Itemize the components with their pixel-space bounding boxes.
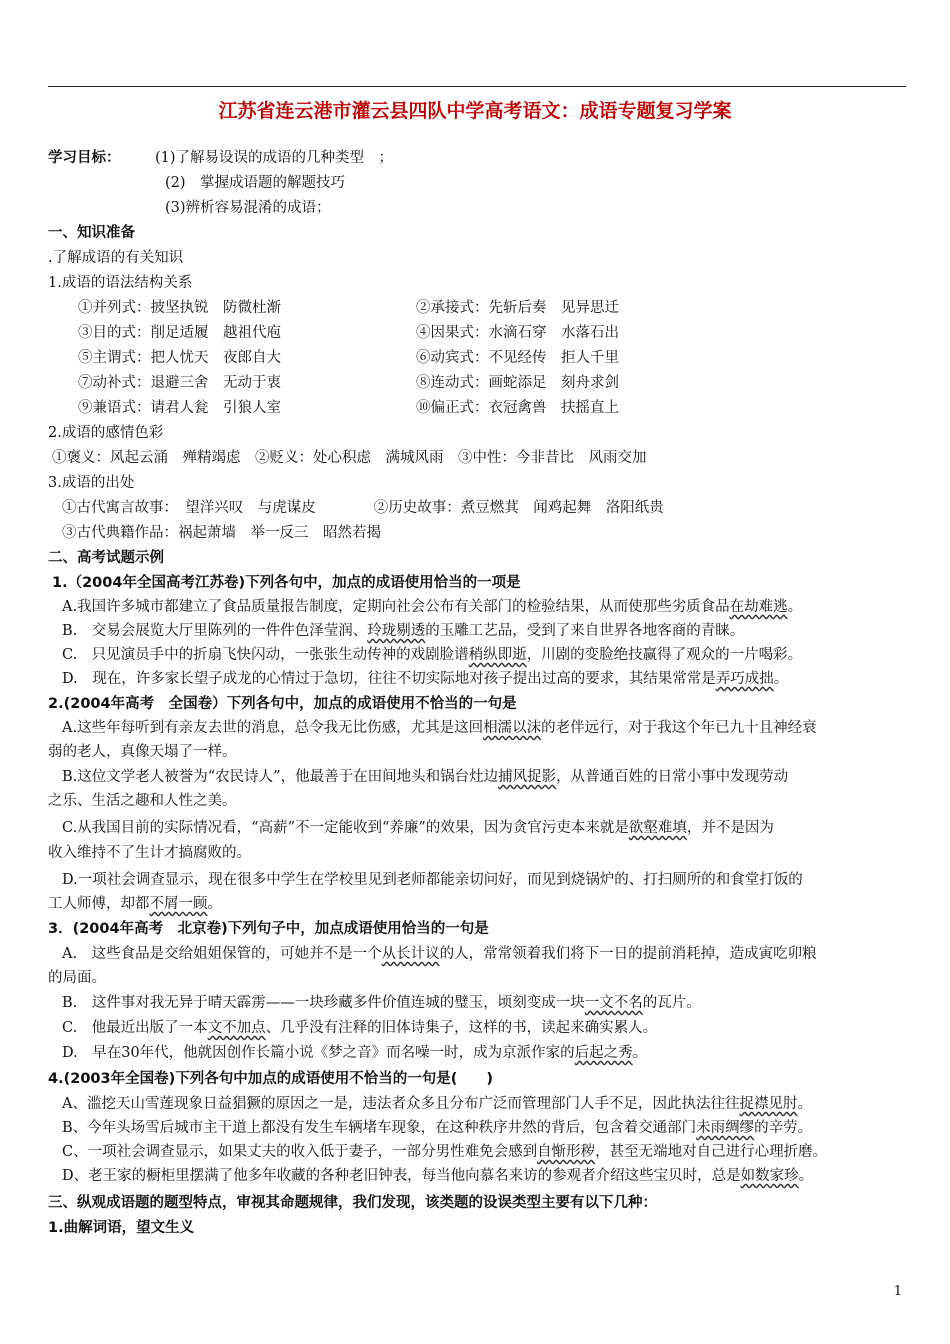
q4-option-a: A、滥挖天山雪莲现象日益猖獗的原因之一是，违法者众多且分布广泛而管理部门人手不足，因此执法往往捉襟见肘。	[62, 1096, 812, 1112]
grammar-heading: 1.成语的语法结构关系	[48, 275, 193, 291]
page-title: 江苏省连云港市灌云县四队中学高考语文：成语专题复习学案	[218, 100, 732, 122]
section-2-heading: 二、高考试题示例	[48, 550, 164, 566]
origin-line-1: ①古代寓言故事： 望洋兴叹 与虎谋皮 ②历史故事：煮豆燃萁 闻鸡起舞 洛阳纸贵	[62, 500, 664, 516]
question-4-stem: 4.(2003年全国卷)下列各句中加点的成语使用不恰当的一句是( )	[48, 1071, 493, 1087]
q2-option-b-cont: 之乐、生活之趣和人性之美。	[48, 793, 237, 809]
origin-heading: 3.成语的出处	[48, 475, 135, 491]
q2-option-c: C.从我国目前的实际情况看，“高薪”不一定能收到“养廉”的效果，因为贪官污吏本来就是欲壑难填，并不是因为	[62, 820, 774, 836]
grammar-row: ⑤主谓式：把人忧天 夜郎自大 ⑥动宾式：不见经传 拒人千里	[78, 350, 619, 366]
section-1-sub: .了解成语的有关知识	[48, 250, 184, 266]
q1-option-a: A.我国许多城市都建立了食品质量报告制度，定期向社会公布有关部门的检验结果，从而使那些劣质食品在劫难逃。	[62, 599, 803, 615]
header-rule	[48, 86, 906, 87]
q3-option-b: B. 这件事对我无异于晴天霹雳——一块珍藏多件价值连城的璧玉，顷刻变成一块一文不名的瓦片。	[62, 995, 701, 1011]
q4-option-d: D、老王家的橱柜里摆满了他多年收藏的各种老旧钟表，每当他向慕名来访的参观者介绍这些宝贝时，总是如数家珍。	[62, 1168, 814, 1184]
goals-label: 学习目标：	[48, 150, 121, 166]
section-3-sub-1: 1.曲解词语，望文生义	[48, 1220, 195, 1236]
q2-option-b: B.这位文学老人被誉为“农民诗人”，他最善于在田间地头和锅台灶边捕风捉影，从普通百姓的日常小事中发现劳动	[62, 769, 789, 785]
q4-option-c: C、一项社会调查显示，如果丈夫的收入低于妻子，一部分男性难免会感到自惭形秽，甚至无端地对自己进行心理折磨。	[62, 1144, 828, 1160]
goal-2: (2) 掌握成语题的解题技巧	[165, 175, 346, 191]
question-2-stem: 2.(2004年高考 全国卷）下列各句中，加点的成语使用不恰当的一句是	[48, 696, 517, 712]
page-number: 1	[893, 1284, 902, 1299]
question-3-stem: 3．(2004年高考 北京卷)下列句子中，加点成语使用恰当的一句是	[48, 921, 489, 937]
q2-option-d: D.一项社会调查显示，现在很多中学生在学校里见到老师都能亲切问好，而见到烧锅炉的、打扫厕所的和食堂打饭的	[62, 872, 803, 888]
q2-option-c-cont: 收入维持不了生计才搞腐败的。	[48, 845, 251, 861]
emotion-line: ①褒义：风起云涌 殚精竭虑 ②贬义：处心积虑 满城风雨 ③中性：今非昔比 风雨交加	[52, 450, 647, 466]
goal-1: (1)了解易设误的成语的几种类型 ；	[155, 150, 394, 166]
q4-option-b: B、今年头场雪后城市主干道上都没有发生车辆堵车现象，在这种秩序井然的背后，包含着交通部门未雨绸缪的辛劳。	[62, 1120, 813, 1136]
goal-3: (3)辨析容易混淆的成语；	[165, 200, 331, 216]
q3-option-d: D. 早在30年代，他就因创作长篇小说《梦之音》而名噪一时，成为京派作家的后起之秀。	[62, 1045, 648, 1061]
grammar-row: ①并列式：披坚执锐 防微杜渐 ②承接式：先斩后奏 见异思迁	[78, 300, 619, 316]
q3-option-a: A. 这些食品是交给姐姐保管的，可她并不是一个从长计议的人，常常领着我们将下一日的提前消耗掉，造成寅吃卯粮	[62, 946, 817, 962]
q1-option-c: C. 只见演员手中的折扇飞快闪动，一张张生动传神的戏剧脸谱稍纵即逝，川剧的变脸绝技赢得了观众的一片喝彩。	[62, 647, 803, 663]
q2-option-d-cont: 工人师傅，却都不屑一顾。	[48, 896, 222, 912]
q1-option-b: B. 交易会展览大厅里陈列的一件件色泽莹润、玲珑剔透的玉雕工艺品，受到了来自世界各地客商的青睐。	[62, 623, 745, 639]
grammar-row: ③目的式：削足适履 越祖代庖 ④因果式：水滴石穿 水落石出	[78, 325, 619, 341]
origin-line-2: ③古代典籍作品：祸起萧墙 举一反三 昭然若揭	[62, 525, 381, 541]
section-1-heading: 一、知识准备	[48, 225, 135, 241]
q2-option-a: A.这些年每听到有亲友去世的消息，总令我无比伤感，尤其是这回相濡以沫的老伴远行，对于我这个年已九十且神经衰	[62, 720, 817, 736]
emotion-heading: 2.成语的感情色彩	[48, 425, 164, 441]
section-3-heading: 三、纵观成语题的题型特点，审视其命题规律，我们发现，该类题的设误类型主要有以下几种：	[48, 1195, 657, 1211]
question-1-stem: 1.（2004年全国高考江苏卷)下列各句中，加点的成语使用恰当的一项是	[52, 575, 521, 591]
q3-option-c: C. 他最近出版了一本文不加点、几乎没有注释的旧体诗集子，这样的书，读起来确实累人。	[62, 1020, 658, 1036]
q3-option-a-cont: 的局面。	[48, 970, 106, 986]
grammar-row: ⑦动补式：退避三舍 无动于衷 ⑧连动式：画蛇添足 刻舟求剑	[78, 375, 619, 391]
q2-option-a-cont: 弱的老人，真像天塌了一样。	[48, 744, 237, 760]
q1-option-d: D. 现在，许多家长望子成龙的心情过于急切，往往不切实际地对孩子提出过高的要求，其结果常常是弄巧成拙。	[62, 671, 789, 687]
grammar-row: ⑨兼语式：请君人瓮 引狼人室 ⑩偏正式：衣冠禽兽 扶摇直上	[78, 400, 619, 416]
